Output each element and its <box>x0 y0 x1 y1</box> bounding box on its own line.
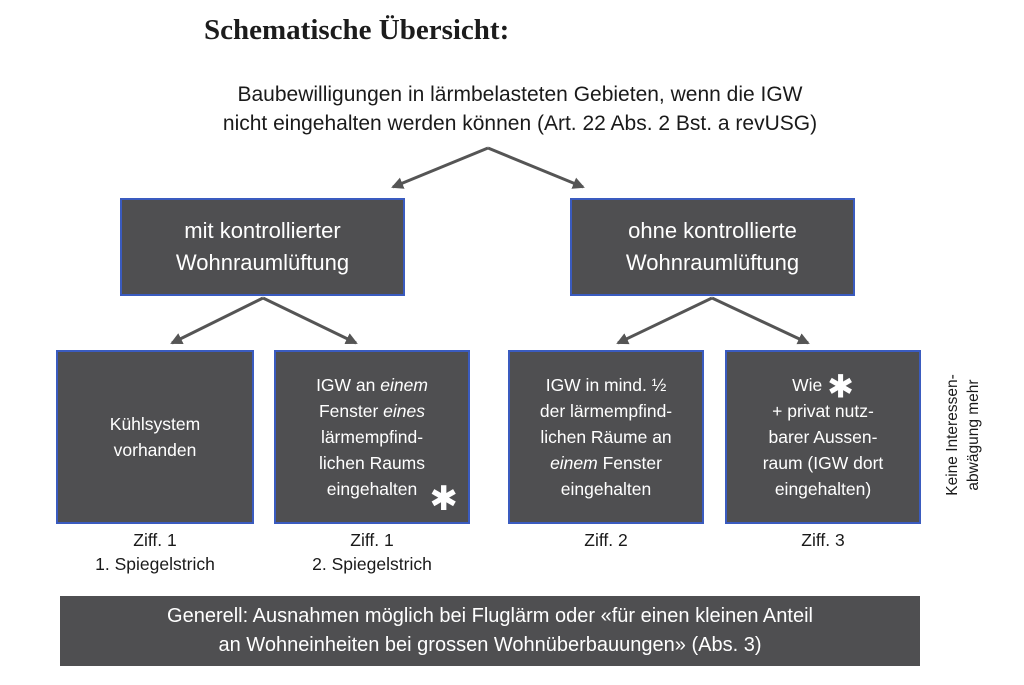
case-box-cooling-system <box>56 350 254 524</box>
asterisk-icon: ✱ <box>429 480 458 518</box>
case2-line-2-text: Fenster <box>318 401 384 421</box>
ziffer-label-4 <box>725 528 921 552</box>
case-box-outdoor-space <box>725 350 921 524</box>
general-exceptions-box <box>60 596 920 666</box>
case2-line-1-emphasis: einem <box>380 375 428 395</box>
case3-line-4-emphasis: einem <box>550 453 598 473</box>
case3-line-1: IGW in mind. ½ <box>545 375 667 395</box>
ziffer-2-line-2: 2. Spiegelstrich <box>312 554 432 574</box>
ziffer-1-line-2: 1. Spiegelstrich <box>95 554 215 574</box>
case3-line-4-text: Fenster <box>597 453 662 473</box>
arrow-right-to-case3 <box>618 298 712 343</box>
intro-text <box>120 80 920 138</box>
side-note-no-balancing <box>940 345 986 525</box>
case1-line-1: Kühlsystem <box>109 414 201 434</box>
branch-right-line-2: Wohnraumlüftung <box>625 250 800 275</box>
branch-box-without-ventilation <box>570 198 855 296</box>
case4-line-5: eingehalten) <box>774 479 872 499</box>
case2-line-4: lichen Raums <box>318 453 426 473</box>
intro-line-2: nicht eingehalten werden können (Art. 22 Abs. 2 Bst. a revUSG) <box>222 112 818 135</box>
intro-line-1: Baubewilligungen in lärmbelasteten Gebieten, wenn die IGW <box>237 83 803 106</box>
ziffer-3-line-1: Ziff. 2 <box>584 530 628 550</box>
ziffer-label-2 <box>274 528 470 576</box>
arrow-intro-to-right <box>488 148 583 187</box>
side-note-line-1: Keine Interessen- <box>944 374 961 496</box>
branch-box-with-ventilation <box>120 198 405 296</box>
case4-line-1 <box>792 368 854 405</box>
case3-line-5: eingehalten <box>560 479 652 499</box>
case3-line-2: der lärmempfind- <box>539 401 673 421</box>
case2-line-3: lärmempfind- <box>320 427 424 447</box>
ziffer-4-line-1: Ziff. 3 <box>801 530 845 550</box>
case2-line-5: eingehalten <box>326 479 418 499</box>
case4-line-3: barer Aussen- <box>768 427 878 447</box>
branch-right-line-1: ohne kontrollierte <box>628 218 797 243</box>
ziffer-2-line-1: Ziff. 1 <box>350 530 394 550</box>
case2-line-2-emphasis: eines <box>383 401 426 421</box>
arrow-intro-to-left <box>393 148 488 187</box>
case4-line-2: + privat nutz- <box>772 401 874 421</box>
branch-left-line-2: Wohnraumlüftung <box>175 250 350 275</box>
side-note-line-2: abwägung mehr <box>965 379 982 491</box>
case-box-igw-one-window <box>274 350 470 524</box>
case4-line-1-text: Wie <box>792 375 823 395</box>
case2-line-2 <box>319 398 425 424</box>
case2-line-1 <box>316 372 428 398</box>
general-line-1: Generell: Ausnahmen möglich bei Fluglärm oder «für einen kleinen Anteil <box>167 605 813 627</box>
case3-line-3: lichen Räume an <box>540 427 672 447</box>
general-line-2: an Wohneinheiten bei grossen Wohnüberbauungen» (Abs. 3) <box>218 634 762 656</box>
case3-line-4 <box>550 450 662 476</box>
arrow-left-to-case2 <box>263 298 356 343</box>
ziffer-label-1 <box>56 528 254 576</box>
branch-left-line-1: mit kontrollierter <box>184 218 341 243</box>
case-box-igw-half-rooms <box>508 350 704 524</box>
page-title: Schematische Übersicht: <box>204 14 510 46</box>
arrow-right-to-case4 <box>712 298 808 343</box>
case1-line-2: vorhanden <box>113 440 197 460</box>
case2-line-1-text: IGW an <box>316 375 381 395</box>
case4-line-4: raum (IGW dort <box>762 453 884 473</box>
asterisk-icon: ✱ <box>827 368 854 405</box>
ziffer-1-line-1: Ziff. 1 <box>133 530 177 550</box>
ziffer-label-3 <box>508 528 704 552</box>
arrow-left-to-case1 <box>172 298 263 343</box>
